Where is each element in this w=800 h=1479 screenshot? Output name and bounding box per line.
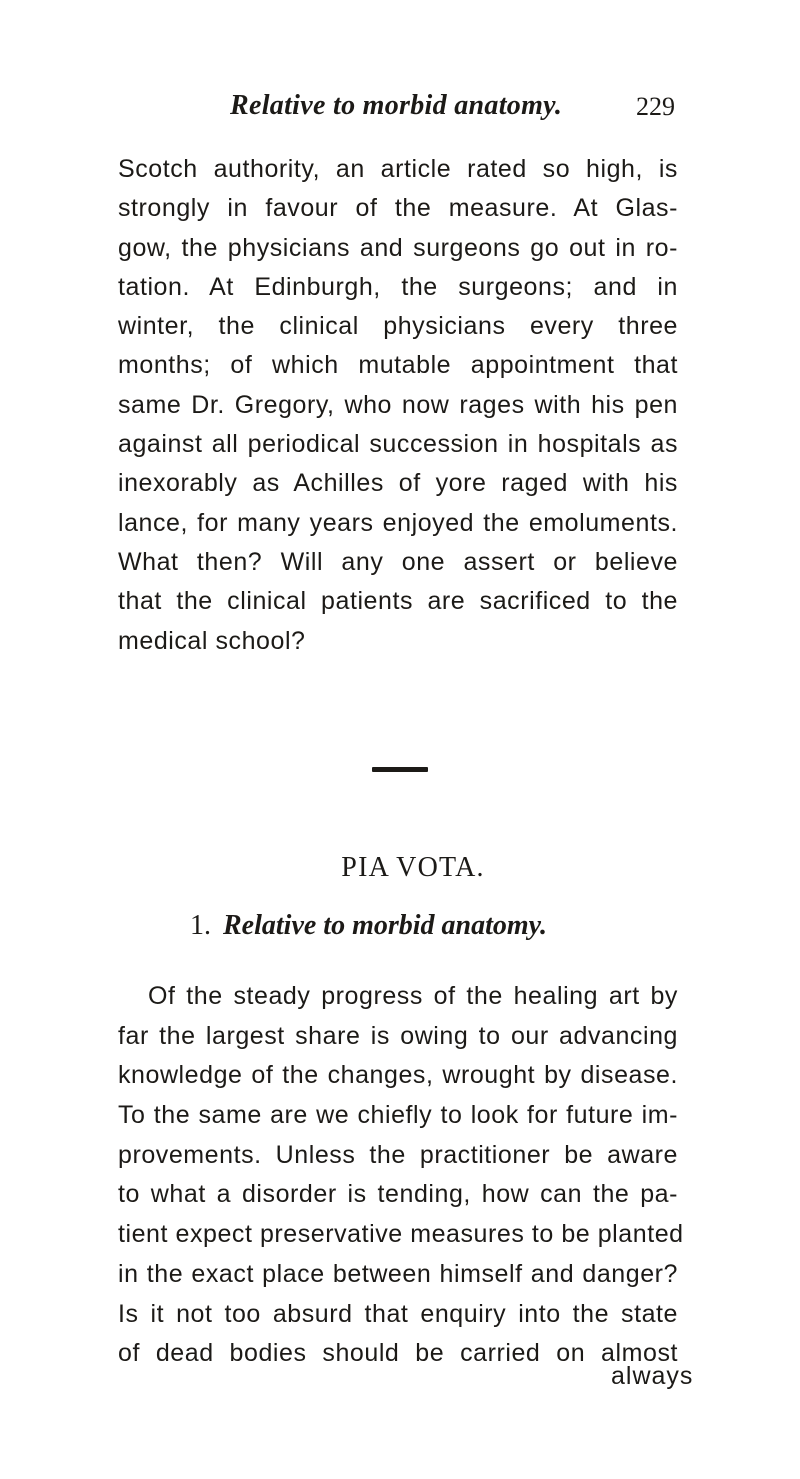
text-line: Scotch authority, an article rated so high, is [118, 155, 678, 183]
text-line: same Dr. Gregory, who now rages with his pen [118, 390, 678, 419]
page-number: 229 [636, 92, 675, 121]
text-line: to what a disorder is tending, how can the pa- [118, 1180, 678, 1209]
section-title: PIA VOTA. [341, 852, 485, 883]
running-head [0, 90, 800, 130]
catchword: always [611, 1362, 694, 1390]
text-line: strongly in favour of the measure. At Glas- [118, 194, 678, 223]
subsection-number: 1. [190, 910, 211, 941]
subsection-title: Relative to morbid anatomy. [223, 910, 548, 941]
paragraph-1 [118, 150, 678, 661]
text-line: Is it not too absurd that enquiry into the state [118, 1299, 678, 1328]
text-line: of dead bodies should be carried on almost [118, 1339, 678, 1368]
text-line: far the largest share is owing to our advancing [118, 1021, 678, 1050]
text-line: knowledge of the changes, wrought by disease. [118, 1061, 678, 1090]
text-line: tient expect preservative measures to be planted [118, 1220, 684, 1249]
text-line: against all periodical succession in hospitals as [118, 430, 678, 459]
paragraph-2 [118, 977, 684, 1374]
text-line: months; of which mutable appointment that [118, 351, 678, 380]
subsection-heading [190, 910, 547, 942]
text-line: What then? Will any one assert or believe [118, 547, 678, 576]
text-line: that the clinical patients are sacrificed to the [118, 587, 678, 616]
text-line: tation. At Edinburgh, the surgeons; and in [118, 272, 678, 301]
text-line: gow, the physicians and surgeons go out in ro- [118, 233, 678, 262]
running-title: Relative to morbid anatomy. [230, 90, 563, 121]
text-line: in the exact place between himself and danger? [118, 1259, 678, 1288]
text-line: inexorably as Achilles of yore raged with his [118, 469, 678, 498]
text-line: provements. Unless the practitioner be aware [118, 1140, 678, 1169]
text-line: winter, the clinical physicians every three [118, 312, 678, 341]
text-line: Of the steady progress of the healing art by [148, 982, 678, 1010]
text-line: To the same are we chiefly to look for future im- [118, 1101, 678, 1130]
section-divider [372, 767, 428, 772]
text-line: lance, for many years enjoyed the emoluments. [118, 508, 678, 537]
text-line: medical school? [118, 626, 306, 655]
